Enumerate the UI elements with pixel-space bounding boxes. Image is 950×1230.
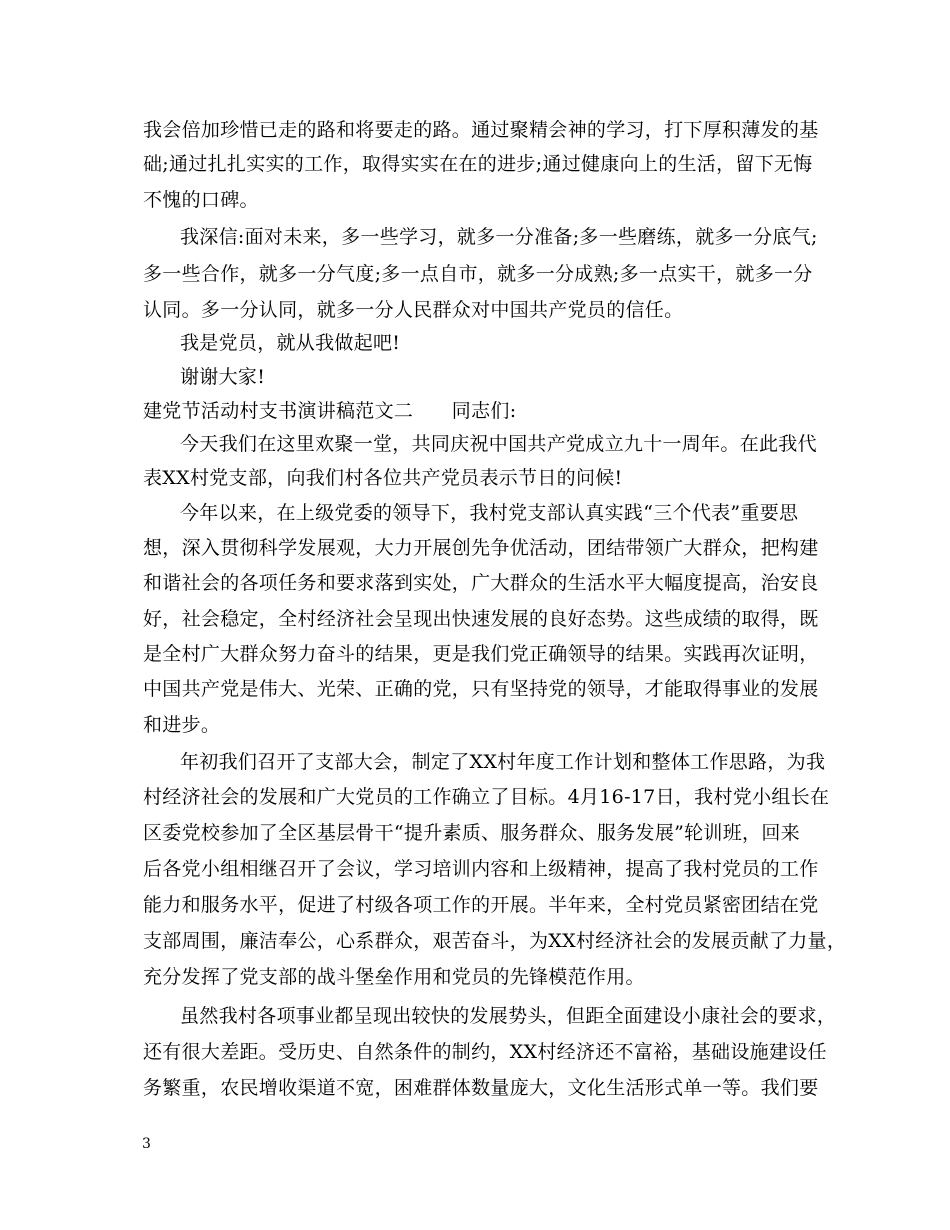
text-line: 和谐社会的各项任务和要求落到实处，广大群众的生活水平大幅度提高，治安良 [143, 572, 819, 594]
text-line: 是全村广大群众努力奋斗的结果，更是我们党正确领导的结果。实践再次证明， [143, 643, 819, 665]
text-line: 支部周围，廉洁奉公，心系群众，艰苦奋斗，为XX村经济社会的发展贡献了力量， [143, 930, 847, 952]
paragraph-first-line: 今天我们在这里欢聚一堂，共同庆祝中国共产党成立九十一周年。在此我代 [180, 433, 817, 455]
text-line: 区委党校参加了全区基层骨干“提升素质、服务群众、服务发展”轮训班，回来 [143, 822, 800, 844]
text-line: 不愧的口碑。 [143, 189, 259, 211]
text-line: 还有很大差距。受历史、自然条件的制约，XX村经济还不富裕，基础设施建设任 [143, 1041, 827, 1063]
text-line: 能力和服务水平，促进了村级各项工作的开展。半年来，全村党员紧密团结在党 [143, 894, 819, 916]
text-line: 想，深入贯彻科学发展观，大力开展创先争优活动，团结带领广大群众，把构建 [143, 537, 819, 559]
text-line: 我会倍加珍惜已走的路和将要走的路。通过聚精会神的学习，打下厚积薄发的基 [143, 119, 819, 141]
text-line: 中国共产党是伟大、光荣、正确的党，只有坚持党的领导，才能取得事业的发展 [143, 678, 819, 700]
text-line: 后各党小组相继召开了会议，学习培训内容和上级精神，提高了我村党员的工作 [143, 858, 819, 880]
paragraph-first-line: 今年以来，在上级党委的领导下，我村党支部认真实践“三个代表”重要思 [180, 502, 799, 524]
section-heading: 建党节活动村支书演讲稿范文二 同志们: [143, 400, 517, 422]
paragraph-first-line: 年初我们召开了支部大会，制定了XX村年度工作计划和整体工作思路，为我 [180, 751, 826, 773]
text-line: 表XX村党支部，向我们村各位共产党员表示节日的问候! [143, 467, 623, 489]
paragraph-first-line: 我深信:面对未来，多一些学习，就多一分准备;多一些磨练，就多一分底气; [180, 226, 818, 248]
text-line: 充分发挥了党支部的战斗堡垒作用和党员的先锋模范作用。 [143, 966, 645, 988]
text-line: 和进步。 [143, 714, 221, 736]
page-number: 3 [142, 1136, 151, 1152]
text-line: 多一些合作，就多一分气度;多一点自市，就多一分成熟;多一点实干，就多一分 [143, 263, 813, 285]
paragraph-first-line: 谢谢大家! [180, 366, 266, 388]
text-line: 村经济社会的发展和广大党员的工作确立了目标。4月16-17日，我村党小组长在 [143, 786, 830, 808]
text-line: 好，社会稳定，全村经济社会呈现出快速发展的良好态势。这些成绩的取得，既 [143, 608, 819, 630]
paragraph-first-line: 虽然我村各项事业都呈现出较快的发展势头，但距全面建设小康社会的要求， [180, 1005, 837, 1027]
paragraph-first-line: 我是党员，就从我做起吧! [180, 332, 401, 354]
text-line: 务繁重，农民增收渠道不宽，困难群体数量庞大，文化生活形式单一等。我们要 [143, 1077, 819, 1099]
text-line: 认同。多一分认同，就多一分人民群众对中国共产党员的信任。 [143, 299, 684, 321]
text-line: 础;通过扎扎实实的工作，取得实实在在的进步;通过健康向上的生活，留下无悔 [143, 153, 813, 175]
